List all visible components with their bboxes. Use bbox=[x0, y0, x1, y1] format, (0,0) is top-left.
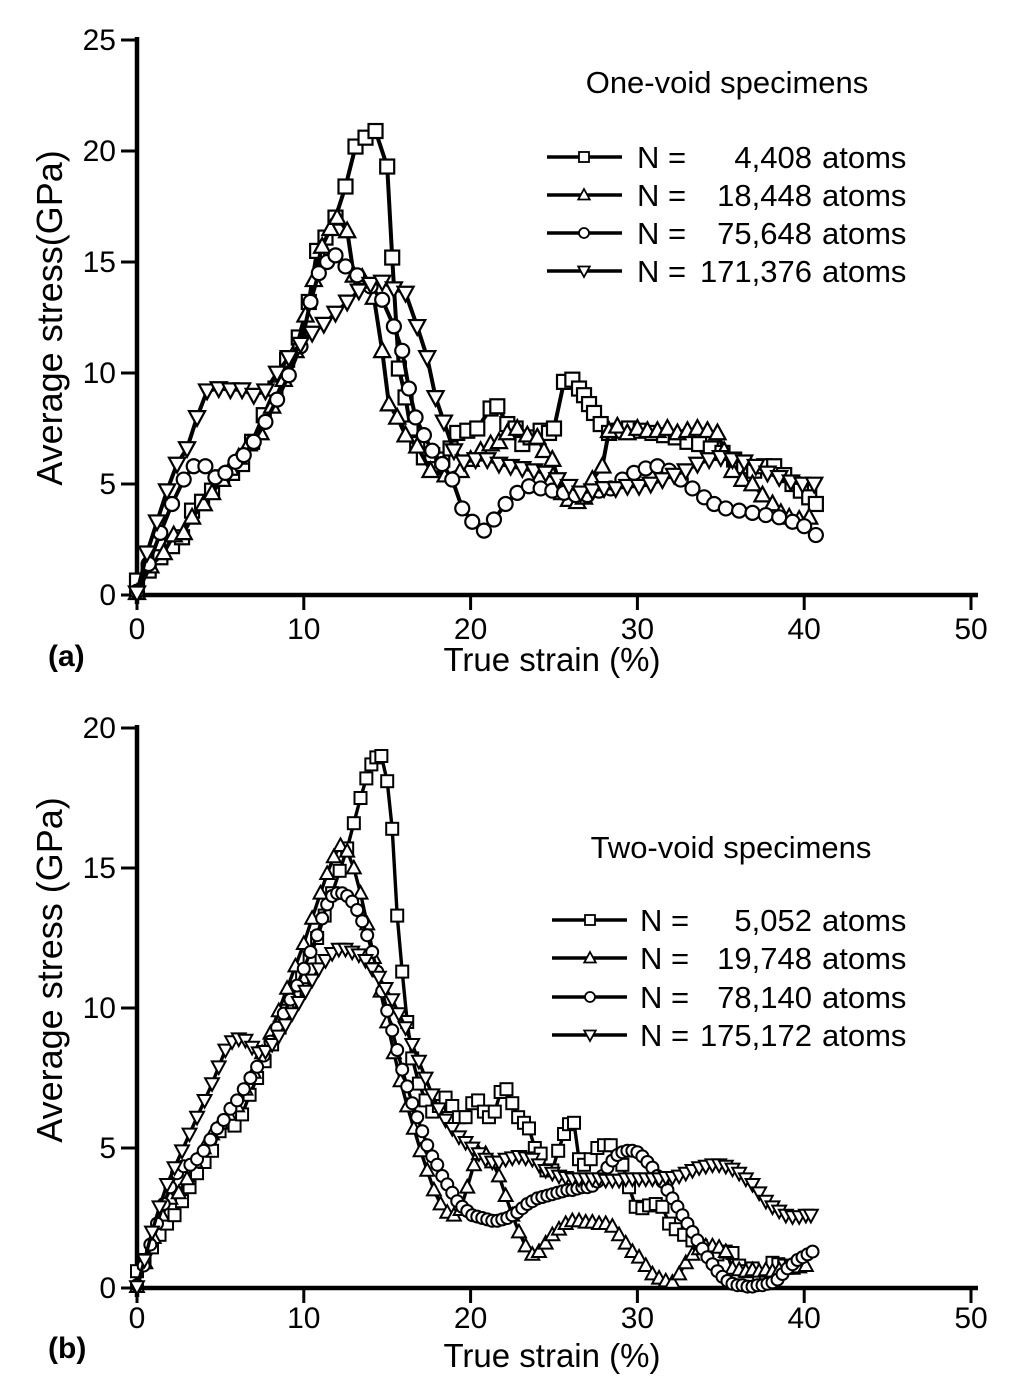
data-point-marker bbox=[446, 1100, 458, 1112]
data-point-marker bbox=[809, 497, 823, 511]
series-circle bbox=[131, 887, 819, 1292]
data-point-marker bbox=[499, 1188, 513, 1201]
data-point-marker bbox=[190, 1112, 204, 1125]
data-point-marker bbox=[391, 910, 403, 922]
data-point-marker bbox=[205, 1078, 219, 1091]
data-point-marker bbox=[409, 320, 425, 335]
x-tick-label: 30 bbox=[620, 613, 655, 646]
data-point-marker bbox=[395, 344, 409, 358]
data-point-marker bbox=[198, 1095, 212, 1108]
chart-a-legend-row-4-count: 171,376 bbox=[699, 254, 812, 289]
chart-b-legend-row-1-n: N = bbox=[640, 903, 690, 938]
data-point-marker bbox=[772, 510, 786, 524]
data-point-marker bbox=[732, 504, 746, 518]
data-point-marker bbox=[218, 1114, 230, 1126]
chart-a-legend-row-2-count: 18,448 bbox=[717, 178, 812, 213]
data-point-marker bbox=[417, 428, 431, 442]
data-point-marker bbox=[419, 351, 435, 366]
data-point-marker bbox=[237, 448, 251, 462]
chart-a-legend-row-2-unit: atoms bbox=[822, 178, 907, 213]
data-point-marker bbox=[500, 1083, 512, 1095]
chart-b-canvas bbox=[0, 700, 1024, 1399]
data-point-marker bbox=[396, 1064, 408, 1076]
data-point-marker bbox=[258, 415, 272, 429]
chart-b-legend-title: Two-void specimens bbox=[590, 830, 872, 865]
y-tick-label: 10 bbox=[82, 992, 116, 1025]
data-point-marker bbox=[189, 411, 205, 426]
y-tick-label: 20 bbox=[82, 712, 116, 745]
x-tick-label: 10 bbox=[287, 1302, 321, 1335]
legend-key-marker bbox=[585, 992, 595, 1002]
data-point-marker bbox=[334, 865, 346, 877]
chart-a-legend-row-4-unit: atoms bbox=[822, 254, 907, 289]
y-tick-label: 10 bbox=[82, 357, 116, 390]
data-point-marker bbox=[431, 1159, 443, 1171]
data-point-marker bbox=[487, 513, 501, 527]
data-point-marker bbox=[409, 410, 423, 424]
data-point-marker bbox=[380, 160, 394, 174]
chart-b-legend-row-2-count: 19,748 bbox=[717, 941, 812, 976]
chart-b-legend-row-2-n: N = bbox=[640, 941, 690, 976]
data-point-marker bbox=[204, 1134, 216, 1146]
y-tick-label: 5 bbox=[99, 1132, 116, 1165]
data-point-marker bbox=[351, 904, 363, 916]
y-tick-label: 0 bbox=[99, 579, 116, 612]
data-point-marker bbox=[251, 1061, 263, 1073]
data-point-marker bbox=[411, 1111, 423, 1123]
data-point-marker bbox=[807, 1246, 819, 1258]
chart-a-legend-row-1-n: N = bbox=[637, 140, 687, 175]
x-tick-label: 0 bbox=[128, 613, 146, 646]
data-point-marker bbox=[381, 396, 397, 411]
data-point-marker bbox=[320, 866, 334, 879]
data-point-marker bbox=[759, 508, 773, 522]
data-point-marker bbox=[428, 391, 444, 406]
data-point-marker bbox=[381, 775, 393, 787]
chart-b-legend-row-1-unit: atoms bbox=[822, 903, 907, 938]
chart-a-panel-label: (a) bbox=[48, 640, 85, 673]
data-point-marker bbox=[470, 422, 484, 436]
chart-a-legend-row-4-n: N = bbox=[637, 254, 687, 289]
legend-key-marker bbox=[579, 152, 589, 162]
data-point-marker bbox=[212, 1061, 226, 1074]
legend-key-marker bbox=[585, 915, 595, 925]
x-tick-label: 40 bbox=[787, 613, 821, 646]
data-point-marker bbox=[374, 342, 390, 357]
chart-b-legend-row-4-n: N = bbox=[640, 1018, 690, 1053]
data-point-marker bbox=[375, 293, 389, 307]
data-point-marker bbox=[506, 1097, 518, 1109]
data-point-marker bbox=[455, 501, 469, 515]
data-point-marker bbox=[386, 1024, 398, 1036]
data-point-marker bbox=[512, 1225, 526, 1238]
y-tick-label: 15 bbox=[82, 852, 116, 885]
data-point-marker bbox=[238, 1083, 250, 1095]
chart-a-y-axis-title: Average stress(GPa) bbox=[29, 150, 70, 486]
data-point-marker bbox=[311, 929, 323, 941]
data-point-marker bbox=[594, 458, 610, 473]
data-point-marker bbox=[246, 389, 262, 404]
x-tick-label: 0 bbox=[128, 1302, 146, 1335]
data-point-marker bbox=[445, 473, 459, 487]
data-point-marker bbox=[303, 295, 317, 309]
data-point-marker bbox=[375, 750, 387, 762]
x-tick-label: 40 bbox=[787, 1302, 821, 1335]
data-point-marker bbox=[809, 528, 823, 542]
data-point-marker bbox=[406, 1097, 418, 1109]
chart-b-legend-row-4-unit: atoms bbox=[822, 1018, 907, 1053]
data-point-marker bbox=[244, 1072, 256, 1084]
data-point-marker bbox=[385, 251, 399, 265]
data-point-marker bbox=[425, 444, 439, 458]
data-point-marker bbox=[427, 1183, 441, 1196]
x-tick-label: 50 bbox=[954, 613, 988, 646]
data-point-marker bbox=[339, 180, 353, 194]
data-point-marker bbox=[421, 1139, 433, 1151]
data-point-marker bbox=[460, 1180, 474, 1193]
chart-a-x-axis-title: True strain (%) bbox=[443, 641, 661, 678]
data-point-marker bbox=[745, 506, 759, 520]
y-tick-label: 0 bbox=[99, 1272, 116, 1305]
chart-a-legend-row-1-unit: atoms bbox=[822, 140, 907, 175]
x-tick-label: 10 bbox=[287, 613, 321, 646]
data-point-marker bbox=[183, 1129, 197, 1142]
data-point-marker bbox=[416, 1125, 428, 1137]
y-tick-label: 25 bbox=[82, 24, 116, 57]
series-triangle-up bbox=[130, 838, 813, 1292]
data-point-marker bbox=[719, 501, 733, 515]
data-point-marker bbox=[472, 1094, 484, 1106]
data-point-marker bbox=[356, 915, 368, 927]
panel-b bbox=[0, 700, 1024, 1399]
chart-b-legend-row-3-count: 78,140 bbox=[717, 980, 812, 1015]
series-line bbox=[137, 131, 816, 581]
data-point-marker bbox=[360, 772, 372, 784]
y-tick-label: 15 bbox=[82, 246, 116, 279]
chart-b-x-axis-title: True strain (%) bbox=[443, 1337, 661, 1374]
data-point-marker bbox=[401, 1080, 413, 1092]
chart-b-legend-row-4-count: 175,172 bbox=[699, 1018, 812, 1053]
chart-b-y-axis-title: Average stress (GPa) bbox=[29, 797, 70, 1143]
data-point-marker bbox=[460, 1111, 472, 1123]
data-point-marker bbox=[489, 1106, 501, 1118]
chart-a-legend-row-1-count: 4,408 bbox=[734, 140, 812, 175]
data-point-marker bbox=[270, 393, 284, 407]
y-tick-label: 5 bbox=[99, 468, 116, 501]
chart-a-legend-row-3-n: N = bbox=[637, 216, 687, 251]
data-point-marker bbox=[198, 1145, 210, 1157]
data-point-marker bbox=[499, 497, 513, 511]
data-point-marker bbox=[490, 399, 504, 413]
data-point-marker bbox=[656, 1201, 668, 1213]
data-point-marker bbox=[304, 946, 316, 958]
data-point-marker bbox=[177, 473, 191, 487]
data-point-marker bbox=[405, 1039, 419, 1052]
data-point-marker bbox=[298, 963, 310, 975]
data-point-marker bbox=[316, 912, 328, 924]
chart-a-legend-row-3-count: 75,648 bbox=[717, 216, 812, 251]
data-point-marker bbox=[247, 435, 261, 449]
data-point-marker bbox=[169, 458, 185, 473]
data-point-marker bbox=[523, 1122, 535, 1134]
chart-b-legend-row-2-unit: atoms bbox=[822, 941, 907, 976]
x-tick-label: 20 bbox=[453, 1302, 488, 1335]
data-point-marker bbox=[387, 319, 401, 333]
chart-b-legend-row-3-unit: atoms bbox=[822, 980, 907, 1015]
chart-a-legend-title: One-void specimens bbox=[585, 65, 869, 100]
data-point-marker bbox=[386, 823, 398, 835]
y-tick-label: 20 bbox=[82, 135, 116, 168]
data-point-marker bbox=[355, 792, 367, 804]
data-point-marker bbox=[231, 1094, 243, 1106]
chart-b-legend-row-3-n: N = bbox=[640, 980, 690, 1015]
data-point-marker bbox=[369, 124, 383, 138]
x-tick-label: 20 bbox=[453, 613, 488, 646]
data-point-marker bbox=[402, 382, 416, 396]
data-point-marker bbox=[435, 457, 449, 471]
chart-a-legend-row-3-unit: atoms bbox=[822, 216, 907, 251]
chart-b-panel-label: (b) bbox=[48, 1332, 87, 1365]
data-point-marker bbox=[347, 861, 361, 874]
legend-key-marker bbox=[579, 228, 589, 238]
data-point-marker bbox=[350, 268, 364, 282]
data-point-marker bbox=[348, 817, 360, 829]
data-point-marker bbox=[568, 1117, 580, 1129]
data-point-marker bbox=[397, 287, 413, 302]
data-point-marker bbox=[396, 966, 408, 978]
data-point-marker bbox=[552, 1145, 564, 1157]
x-tick-label: 30 bbox=[620, 1302, 655, 1335]
data-point-marker bbox=[169, 1209, 181, 1221]
data-point-marker bbox=[391, 1044, 403, 1056]
chart-b-legend-row-1-count: 5,052 bbox=[734, 903, 812, 938]
data-point-marker bbox=[361, 929, 373, 941]
chart-a-legend-row-2-n: N = bbox=[637, 178, 687, 213]
data-point-marker bbox=[547, 422, 561, 436]
x-tick-label: 50 bbox=[954, 1302, 988, 1335]
data-point-marker bbox=[175, 1145, 189, 1158]
